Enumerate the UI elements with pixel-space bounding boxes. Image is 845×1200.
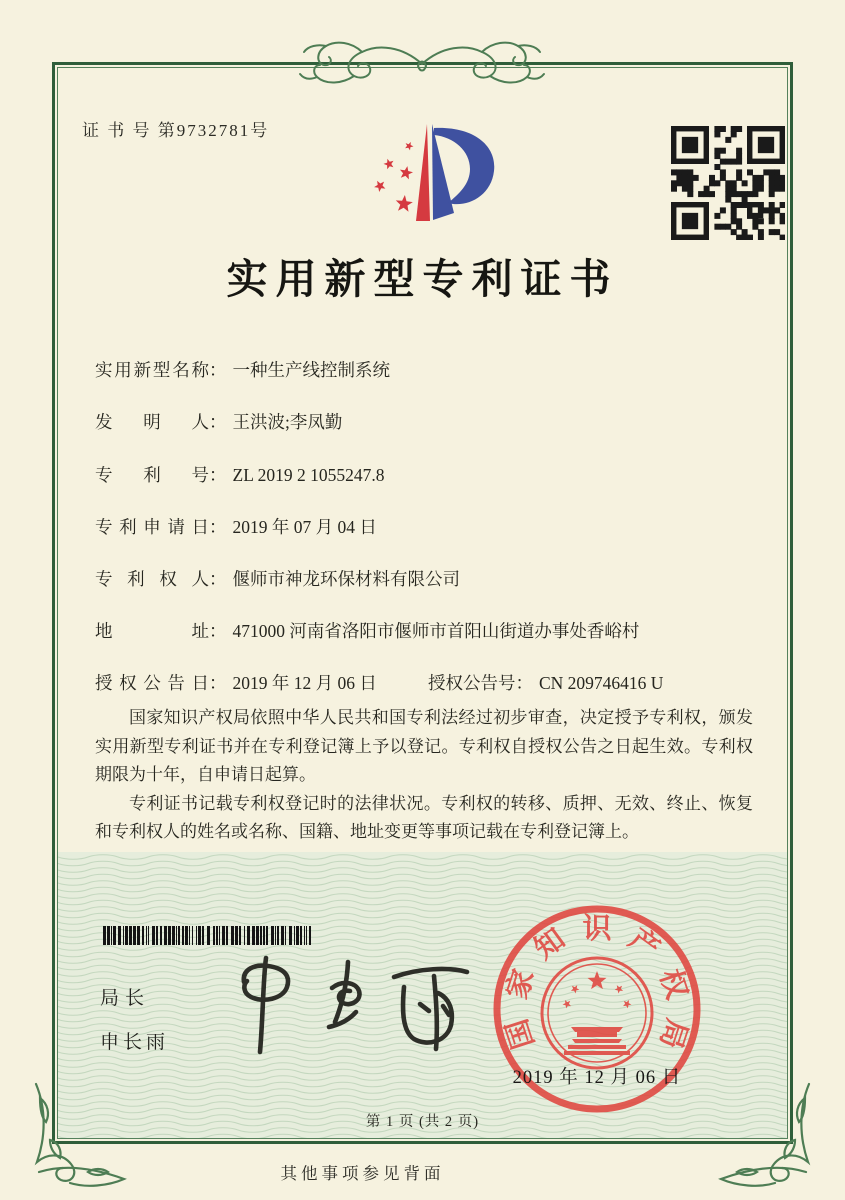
seal-char: 家 [501, 965, 541, 1004]
field-value: 2019 年 07 月 04 日 [232, 517, 377, 537]
field-colon: ： [209, 621, 227, 641]
page-number: 第 1 页 (共 2 页) [365, 1114, 480, 1130]
legal-paragraph-2: 专利证书记载专利权登记时的法律状况。专利权的转移、质押、无效、终止、恢复和专利权人的姓名或名称、国籍、地址变更等事项记载在专利登记簿上。 [95, 793, 753, 841]
seal-char: 局 [653, 1014, 693, 1053]
field-colon: ： [209, 465, 227, 485]
seal-char: 知 [528, 922, 572, 966]
field-row-address [95, 618, 639, 643]
footer-note: 其他事项参见背面 [280, 1164, 445, 1183]
field-label: 专利权人 [95, 569, 209, 589]
field-colon: ： [515, 673, 533, 693]
seal-char: 识 [582, 913, 612, 945]
director-name: 申长雨 [100, 1032, 170, 1053]
certificate-title: 实用新型专利证书 [226, 256, 619, 302]
seal-char: 产 [622, 922, 666, 966]
field-row-patentee [95, 566, 460, 591]
director-title: 局长 [100, 988, 151, 1009]
seal-char: 权 [653, 965, 693, 1004]
field-row-grant [95, 670, 664, 695]
grant-number-value: CN 209746416 U [539, 673, 664, 693]
field-value: 偃师市神龙环保材料有限公司 [232, 569, 460, 589]
field-row-invention-name [95, 357, 390, 382]
grant-date-value: 2019 年 12 月 06 日 [232, 673, 377, 693]
field-row-patent-number [95, 462, 384, 487]
field-colon: ： [209, 569, 227, 589]
field-row-inventors [95, 409, 342, 434]
field-label: 专利申请日 [95, 517, 209, 537]
field-label: 专利号 [95, 465, 209, 485]
certificate-number: 证 书 号 第9732781号 [82, 121, 270, 140]
field-colon: ： [209, 673, 227, 693]
field-colon: ： [209, 360, 227, 380]
field-colon: ： [209, 412, 227, 432]
seal-char: 国 [501, 1014, 541, 1053]
seal-date: 2019 年 12 月 06 日 [512, 1068, 682, 1088]
field-label: 地址 [95, 621, 209, 641]
field-label: 发明人 [95, 412, 209, 432]
director-signature [222, 946, 484, 1064]
field-value: 王洪波;李凤勤 [232, 412, 343, 432]
field-label: 实用新型名称 [95, 360, 209, 380]
national-emblem-icon [542, 958, 652, 1068]
legal-text [95, 704, 753, 847]
field-value: 一种生产线控制系统 [232, 360, 390, 380]
legal-paragraph-1: 国家知识产权局依照中华人民共和国专利法经过初步审查，决定授予专利权，颁发实用新型专利证书并在专利登记簿上予以登记。专利权自授权公告之日起生效。专利权期限为十年，自申请日起算。 [95, 708, 753, 784]
grant-number-group [428, 670, 663, 695]
field-row-filing-date [95, 514, 377, 539]
field-label: 授权公告日 [95, 673, 209, 693]
top-scroll-flourish-icon [292, 36, 552, 90]
field-value: 471000 河南省洛阳市偃师市首阳山街道办事处香峪村 [232, 621, 640, 641]
cnipa-logo-icon [342, 114, 510, 242]
qr-code [671, 126, 785, 240]
field-label: 授权公告号 [428, 673, 516, 693]
barcode [103, 926, 313, 945]
field-value: ZL 2019 2 1055247.8 [232, 465, 385, 485]
field-colon: ： [209, 517, 227, 537]
